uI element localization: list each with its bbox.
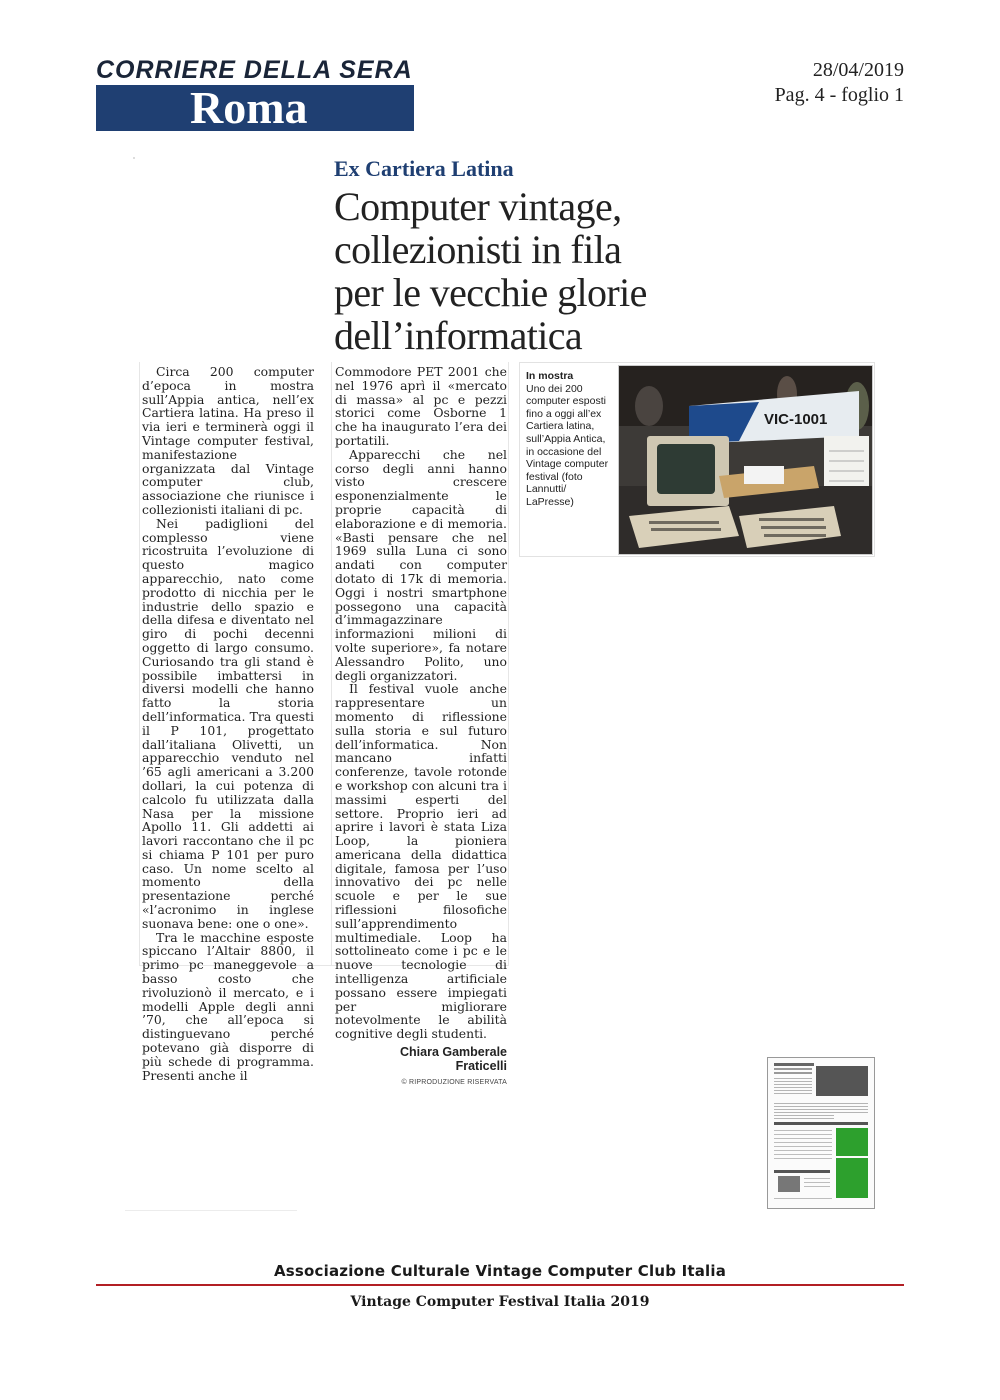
footer-event: Vintage Computer Festival Italia 2019 [350, 1294, 650, 1310]
caption-title: In mostra [526, 370, 574, 382]
clipping-meta [775, 58, 904, 108]
clipping-page: Pag. 4 - foglio 1 [774, 84, 904, 106]
article-column-1 [142, 365, 314, 1082]
paragraph: Tra le macchine esposte spiccano l’Altair 8800, il primo pc maneggevole a basso costo che rivoluzionò il mercato, e i modelli Apple degli anni ’70, che all’epoca si distinguevano perché potevano già disporre di più schede di programma. Presenti anche il [142, 929, 314, 1083]
page-thumbnail [767, 1057, 875, 1209]
footer-organization: Associazione Culturale Vintage Computer Club Italia [273, 1262, 727, 1280]
masthead [96, 57, 414, 131]
banner-label: VIC-1001 [764, 411, 828, 428]
divider [125, 1210, 297, 1211]
edition-name: Roma [96, 85, 414, 131]
newspaper-name: CORRIERE DELLA SERA [96, 56, 413, 84]
column-rule [139, 362, 140, 966]
paragraph: Il festival vuole anche rappresentare un momento di riflessione sulla storia e sul futuro dell’informatica. Non mancano infatti conferenze, tavole rotonde e workshop con alcuni tra i massimi esperti del settore. Proprio ieri ad aprire i lavori è stata Liza Loop, la pioniera americana della didattica digitale, famosa per l’uso innovativo dei pc nelle scuole e per le sue riflessioni filosofiche sull’apprendimento multimediale. Loop ha sottolineato come i pc e le nuove tecnologie di intelligenza artificiale possano essere impiegati per migliorare notevolmente le abilità cognitive degli studenti. [335, 681, 507, 1042]
article-kicker: Ex Cartiera Latina [334, 156, 514, 181]
paragraph: Apparecchi che nel corso degli anni hanno visto crescere esponenzialmente le proprie capacità di elaborazione e di memoria. «Basti pensare che nel 1969 sulla Luna ci sono andati con computer dotato di 17k di memoria. Oggi i nostri smartphone possegono una capacità d’immagazzinare informazioni milioni di volte superiore», fa notare Alessandro Polito, uno degli organizzatori. [335, 446, 507, 683]
article-column-2 [335, 365, 507, 1090]
author-byline [335, 1045, 507, 1073]
vintage-computers-photo [619, 366, 872, 554]
article-headline [334, 157, 674, 357]
speck [133, 157, 135, 159]
caption-text: Uno dei 200 computer esposti fino a oggi all’ex Cartiera latina, sull’Appia Antica, in occasione del Vintage computer festival (foto Lannutti/ LaPresse) [526, 382, 609, 508]
footer-divider [96, 1284, 904, 1286]
page-thumbnail-image [768, 1058, 874, 1208]
column-rule [331, 362, 332, 966]
clipping-date: 28/04/2019 [812, 59, 904, 81]
column-rule [508, 362, 509, 966]
article-photo [618, 365, 873, 555]
photo-caption [526, 370, 614, 509]
copyright-notice: © RIPRODUZIONE RISERVATA [401, 1079, 507, 1087]
paragraph: Circa 200 computer d’epoca in mostra sull’Appia antica, nell’ex Cartiera latina. Ha preso il via ieri e terminerà oggi il Vintage computer festival, manifestazione organizzata dal Vintage computer club, associazione che riunisce i collezionisti italiani di pc. [142, 364, 314, 517]
author-name: Chiara Gamberale [400, 1045, 507, 1060]
paragraph: Nei padiglioni del complesso viene ricostruita l’evoluzione di questo magico apparecchio, nato come prodotto di nicchia per le industrie dello spazio e della difesa e diventato nel giro di pochi decenni oggetto di largo consumo. Curiosando tra gli stand è possibile imbattersi in diversi modelli che hanno fatto la storia dell’informatica. Tra questi il P 101, progettato dall’italiana Olivetti, un apparecchio venduto nel ’65 agli americani a 3.200 dollari, la cui potenza di calcolo fu utilizzata dalla Nasa per la missione Apollo 11. Gli addetti ai lavori raccontano che il pc si chiama P 101 per puro caso. Un nome scelto al momento della presentazione perché «l’acronimo in inglese suonava bene: one o one». [142, 515, 314, 931]
author-surname: Fraticelli [455, 1059, 507, 1074]
paragraph: Commodore PET 2001 che nel 1976 aprì il «mercato di massa» al pc e pezzi storici come Osborne 1 che ha inaugurato l’era dei portatili. [335, 364, 507, 448]
article-title: Computer vintage, collezionisti in fila per le vecchie glorie dell’informatica [334, 184, 647, 358]
